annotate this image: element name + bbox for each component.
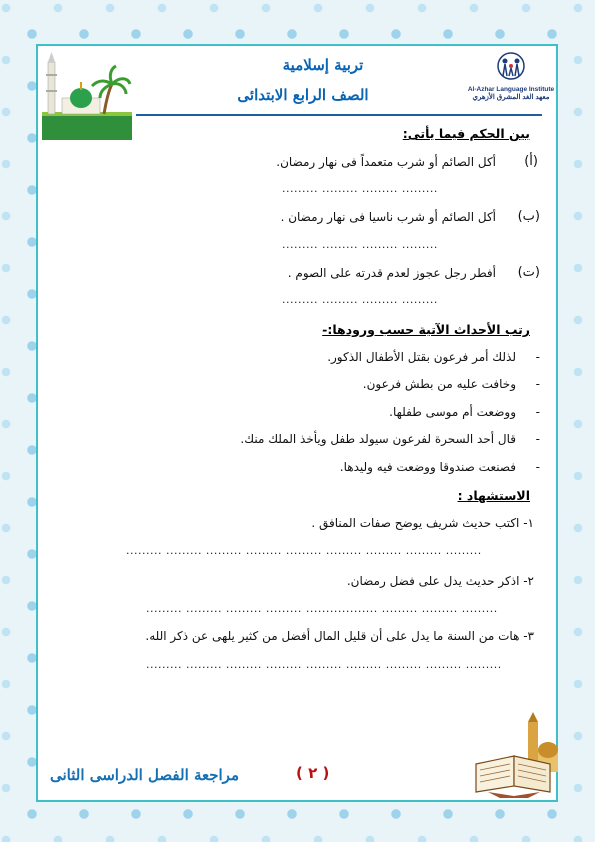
question-1: ١- اكتب حديث شريف يوضح صفات المنافق .	[311, 516, 534, 530]
list-dash: -	[535, 432, 540, 446]
section1-heading: بين الحكم فيما يأتى:	[402, 126, 530, 141]
list-dash: -	[535, 350, 540, 364]
answer-line-a: ......... ......... ......... .........	[282, 182, 438, 195]
mosque-illustration	[42, 52, 132, 140]
institute-logo	[466, 52, 556, 101]
logo-english-text: Al-Azhar Language Institute	[467, 86, 555, 93]
answer-line-c: ......... ......... ......... .........	[282, 293, 438, 306]
item-text-b: أكل الصائم أو شرب ناسيا فى نهار رمضان .	[280, 210, 496, 224]
quran-book-illustration	[468, 712, 560, 802]
answer-line-2: ......... ......... ......... ......... .................. ......... ......... .........	[146, 602, 498, 615]
answer-line-b: ......... ......... ......... .........	[282, 238, 438, 251]
answer-line-1: ......... ......... ......... ......... ......... ......... ......... ......... .........	[126, 544, 482, 557]
item-label-b: (ب)	[517, 209, 540, 224]
list-dash: -	[535, 405, 540, 419]
header-divider	[136, 114, 542, 116]
item-label-a: (أ)	[524, 154, 538, 169]
footer-title: مراجعة الفصل الدراسى الثانى	[50, 766, 239, 784]
answer-line-3: ......... ......... ......... ......... ......... ......... ......... ......... .........	[146, 658, 502, 671]
family-logo-icon	[491, 52, 531, 82]
item-label-c: (ت)	[517, 265, 540, 280]
grade-title: الصف الرابع الابتدائى	[237, 86, 369, 104]
question-2: ٢- اذكر حديث يدل على فضل رمضان.	[346, 574, 534, 588]
list-item: لذلك أمر فرعون بقتل الأطفال الذكور.	[327, 350, 516, 364]
subject-title: تربية إسلامية	[282, 56, 364, 74]
section2-heading: رتب الأحداث الآتية حسب ورودها:-	[322, 322, 530, 337]
list-item: قال أحد السحرة لفرعون سيولد طفل ويأخذ الملك منك.	[240, 432, 516, 446]
item-text-c: أفطر رجل عجوز لعدم قدرته على الصوم .	[287, 266, 496, 280]
list-item: ووضعت أم موسى طفلها.	[389, 405, 516, 419]
question-3: ٣- هات من السنة ما يدل على أن قليل المال أفضل من كثير يلهى عن ذكر الله.	[145, 629, 534, 643]
section3-heading: الاستشهاد :	[457, 488, 530, 503]
logo-arabic-text: معهد الغد المشرق الأزهري	[472, 94, 550, 101]
list-item: فصنعت صندوقا ووضعت فيه وليدها.	[339, 460, 516, 474]
list-dash: -	[535, 377, 540, 391]
list-dash: -	[535, 460, 540, 474]
page-number: ( ٢ )	[296, 764, 330, 782]
worksheet-page	[36, 44, 558, 802]
list-item: وخافت عليه من بطش فرعون.	[362, 377, 516, 391]
item-text-a: أكل الصائم أو شرب متعمداً فى نهار رمضان.	[276, 155, 496, 169]
